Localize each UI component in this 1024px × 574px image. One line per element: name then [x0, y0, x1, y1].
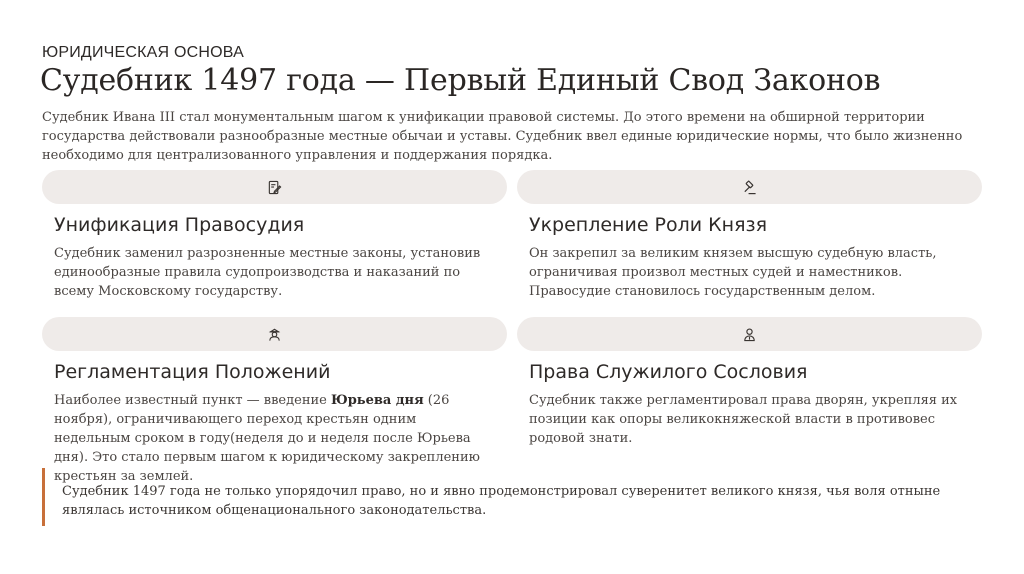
card-text: Он закрепил за великим князем высшую судебную власть, ограничивая произвол местных судей и наместников. Правосудие становилось государственным делом.	[529, 246, 937, 299]
document-pen-icon	[267, 180, 282, 195]
card-text-end: (26 ноября), ограничивающего переход крестьян одним недельным сроком в году(неделя до и неделя после Юрьева дня). Это стало первым шагом к юридическому закреплению крестьян за землей.	[54, 393, 480, 484]
yuriev-day-highlight: Юрьева дня	[330, 393, 424, 408]
intro-paragraph: Судебник Ивана III стал монументальным шагом к унификации правовой системы. До этого времени на обширной территории государства действовали разнообразные местные обычаи и уставы. Судебник ввел единые юридические нормы, что было жизненно необходимо для централизованного управления и поддержания порядка.	[42, 110, 963, 163]
card-prince-role	[517, 170, 982, 301]
card-icon-pill	[42, 317, 507, 351]
card-title: Регламентация Положений	[54, 361, 331, 383]
card-title: Права Служилого Сословия	[529, 361, 808, 383]
card-icon-pill	[517, 317, 982, 351]
card-unification	[42, 170, 507, 301]
eyebrow: ЮРИДИЧЕСКАЯ ОСНОВА	[42, 44, 244, 61]
card-icon-pill	[42, 170, 507, 204]
card-text: Судебник также регламентировал права дворян, укрепляя их позиции как опоры великокняжеской власти в противовес родовой знати.	[529, 393, 958, 446]
person-hat-icon	[267, 327, 282, 342]
card-regulation	[42, 317, 507, 486]
card-title: Унификация Правосудия	[54, 214, 305, 236]
card-service-class	[517, 317, 982, 448]
card-text: Судебник заменил разрозненные местные законы, установив единообразные правила судопроизводства и наказаний по всему Московскому государству.	[54, 246, 481, 299]
conclusion-quote: Судебник 1497 года не только упорядочил право, но и явно продемонстрировал суверенитет великого князя, чья воля отныне являлась источником общенационального законодательства.	[42, 468, 982, 526]
person-badge-icon	[742, 327, 757, 342]
card-text-start: Наиболее известный пункт — введение	[54, 393, 331, 408]
gavel-icon	[742, 180, 757, 195]
card-icon-pill	[517, 170, 982, 204]
page-title: Судебник 1497 года — Первый Единый Свод Законов	[40, 63, 881, 98]
card-title: Укрепление Роли Князя	[529, 214, 768, 236]
